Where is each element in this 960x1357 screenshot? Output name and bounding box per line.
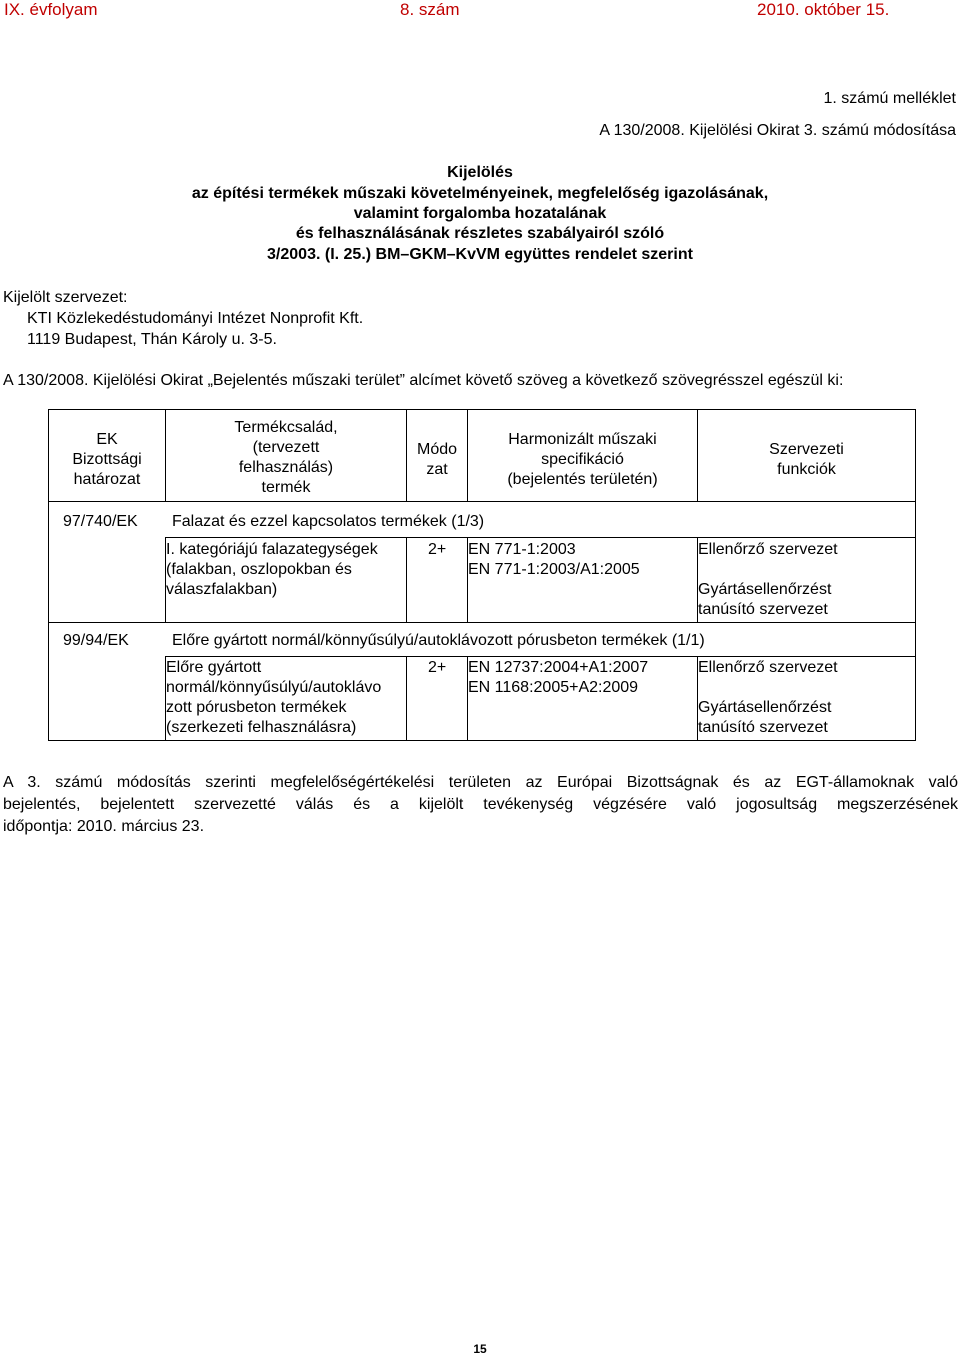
closing-line-3: időpontja: 2010. március 23.: [3, 818, 205, 835]
group-divider: [48, 622, 916, 623]
org-name: KTI Közlekedéstudományi Intézet Nonprofit Kft.: [27, 310, 364, 327]
group-1-col-divider-2: [406, 537, 407, 622]
annex-label: 1. számú melléklet: [823, 90, 956, 107]
header-date: 2010. október 15.: [757, 0, 890, 19]
org-address: 1119 Budapest, Thán Károly u. 3-5.: [27, 331, 277, 348]
group-1-specs: EN 771-1:2003 EN 771-1:2003/A1:2005: [468, 541, 640, 578]
title-line-5: 3/2003. (I. 25.) BM–GKM–KvVM együttes rendelet szerint: [267, 246, 693, 263]
group-2-family-divider: [165, 656, 916, 657]
header-spec: Harmonizált műszaki specifikáció (bejelentés területén): [507, 431, 658, 488]
title-line-2: az építési termékek műszaki követelményeinek, megfelelőség igazolásának,: [191, 185, 769, 202]
group-1-method: 2+: [428, 541, 447, 558]
table-border-right: [915, 409, 916, 741]
header-issue: 8. szám: [400, 0, 460, 19]
group-2-functions: Ellenőrző szervezet Gyártásellenőrzést tanúsító szervezet: [698, 659, 838, 736]
group-2-method: 2+: [428, 659, 447, 676]
closing-line-2: bejelentés, bejelentett szervezetté válás és a kijelölt tevékenység végzésére való jogosultság megszerzésének: [3, 796, 958, 813]
group-1-functions: Ellenőrző szervezet Gyártásellenőrzést tanúsító szervezet: [698, 541, 838, 618]
table-border-bottom: [48, 740, 916, 741]
group-2-family: Előre gyártott normál/könnyűsúlyú/autoklávozott pórusbeton termékek (1/1): [172, 632, 705, 649]
org-label: Kijelölt szervezet:: [3, 289, 128, 306]
header-volume: IX. évfolyam: [4, 0, 98, 19]
closing-line-1: A 3. számú módosítás szerinti megfelelőségértékelési területen az Európai Bizottságnak és az EGT-államoknak való: [3, 774, 958, 791]
header-method: Módo zat: [416, 441, 458, 478]
group-2-specs: EN 12737:2004+A1:2007 EN 1168:2005+A2:2009: [468, 659, 649, 696]
group-1-product: I. kategóriájú falazategységek (falakban, oszlopokban és válaszfalakban): [166, 541, 378, 598]
group-1-family: Falazat és ezzel kapcsolatos termékek (1/3): [172, 513, 485, 530]
group-2-decision: 99/94/EK: [63, 632, 129, 649]
header-product: Termékcsalád, (tervezett felhasználás) termék: [234, 419, 338, 496]
page-number: 15: [473, 1342, 487, 1356]
title-line-1: Kijelölés: [447, 164, 513, 181]
group-2-col-divider-2: [406, 656, 407, 740]
title-line-4: és felhasználásának részletes szabályairól szóló: [295, 225, 665, 242]
annex-reference: A 130/2008. Kijelölési Okirat 3. számú módosítása: [599, 122, 956, 139]
group-1-decision: 97/740/EK: [63, 513, 138, 530]
header-functions: Szervezeti funkciók: [769, 441, 844, 478]
intro-paragraph: A 130/2008. Kijelölési Okirat „Bejelentés műszaki terület” alcímet követő szöveg a következő szövegrésszel egészül ki:: [3, 372, 844, 389]
table-header-divider: [48, 501, 916, 502]
table-border-top: [48, 409, 916, 410]
title-line-3: valamint forgalomba hozatalának: [353, 205, 607, 222]
header-decision: EK Bizottsági határozat: [72, 431, 142, 488]
group-1-family-divider: [165, 537, 916, 538]
running-header: [0, 0, 960, 24]
group-2-product: Előre gyártott normál/könnyűsúlyú/autoklávo zott pórusbeton termékek (szerkezeti felhasználásra): [166, 659, 382, 736]
